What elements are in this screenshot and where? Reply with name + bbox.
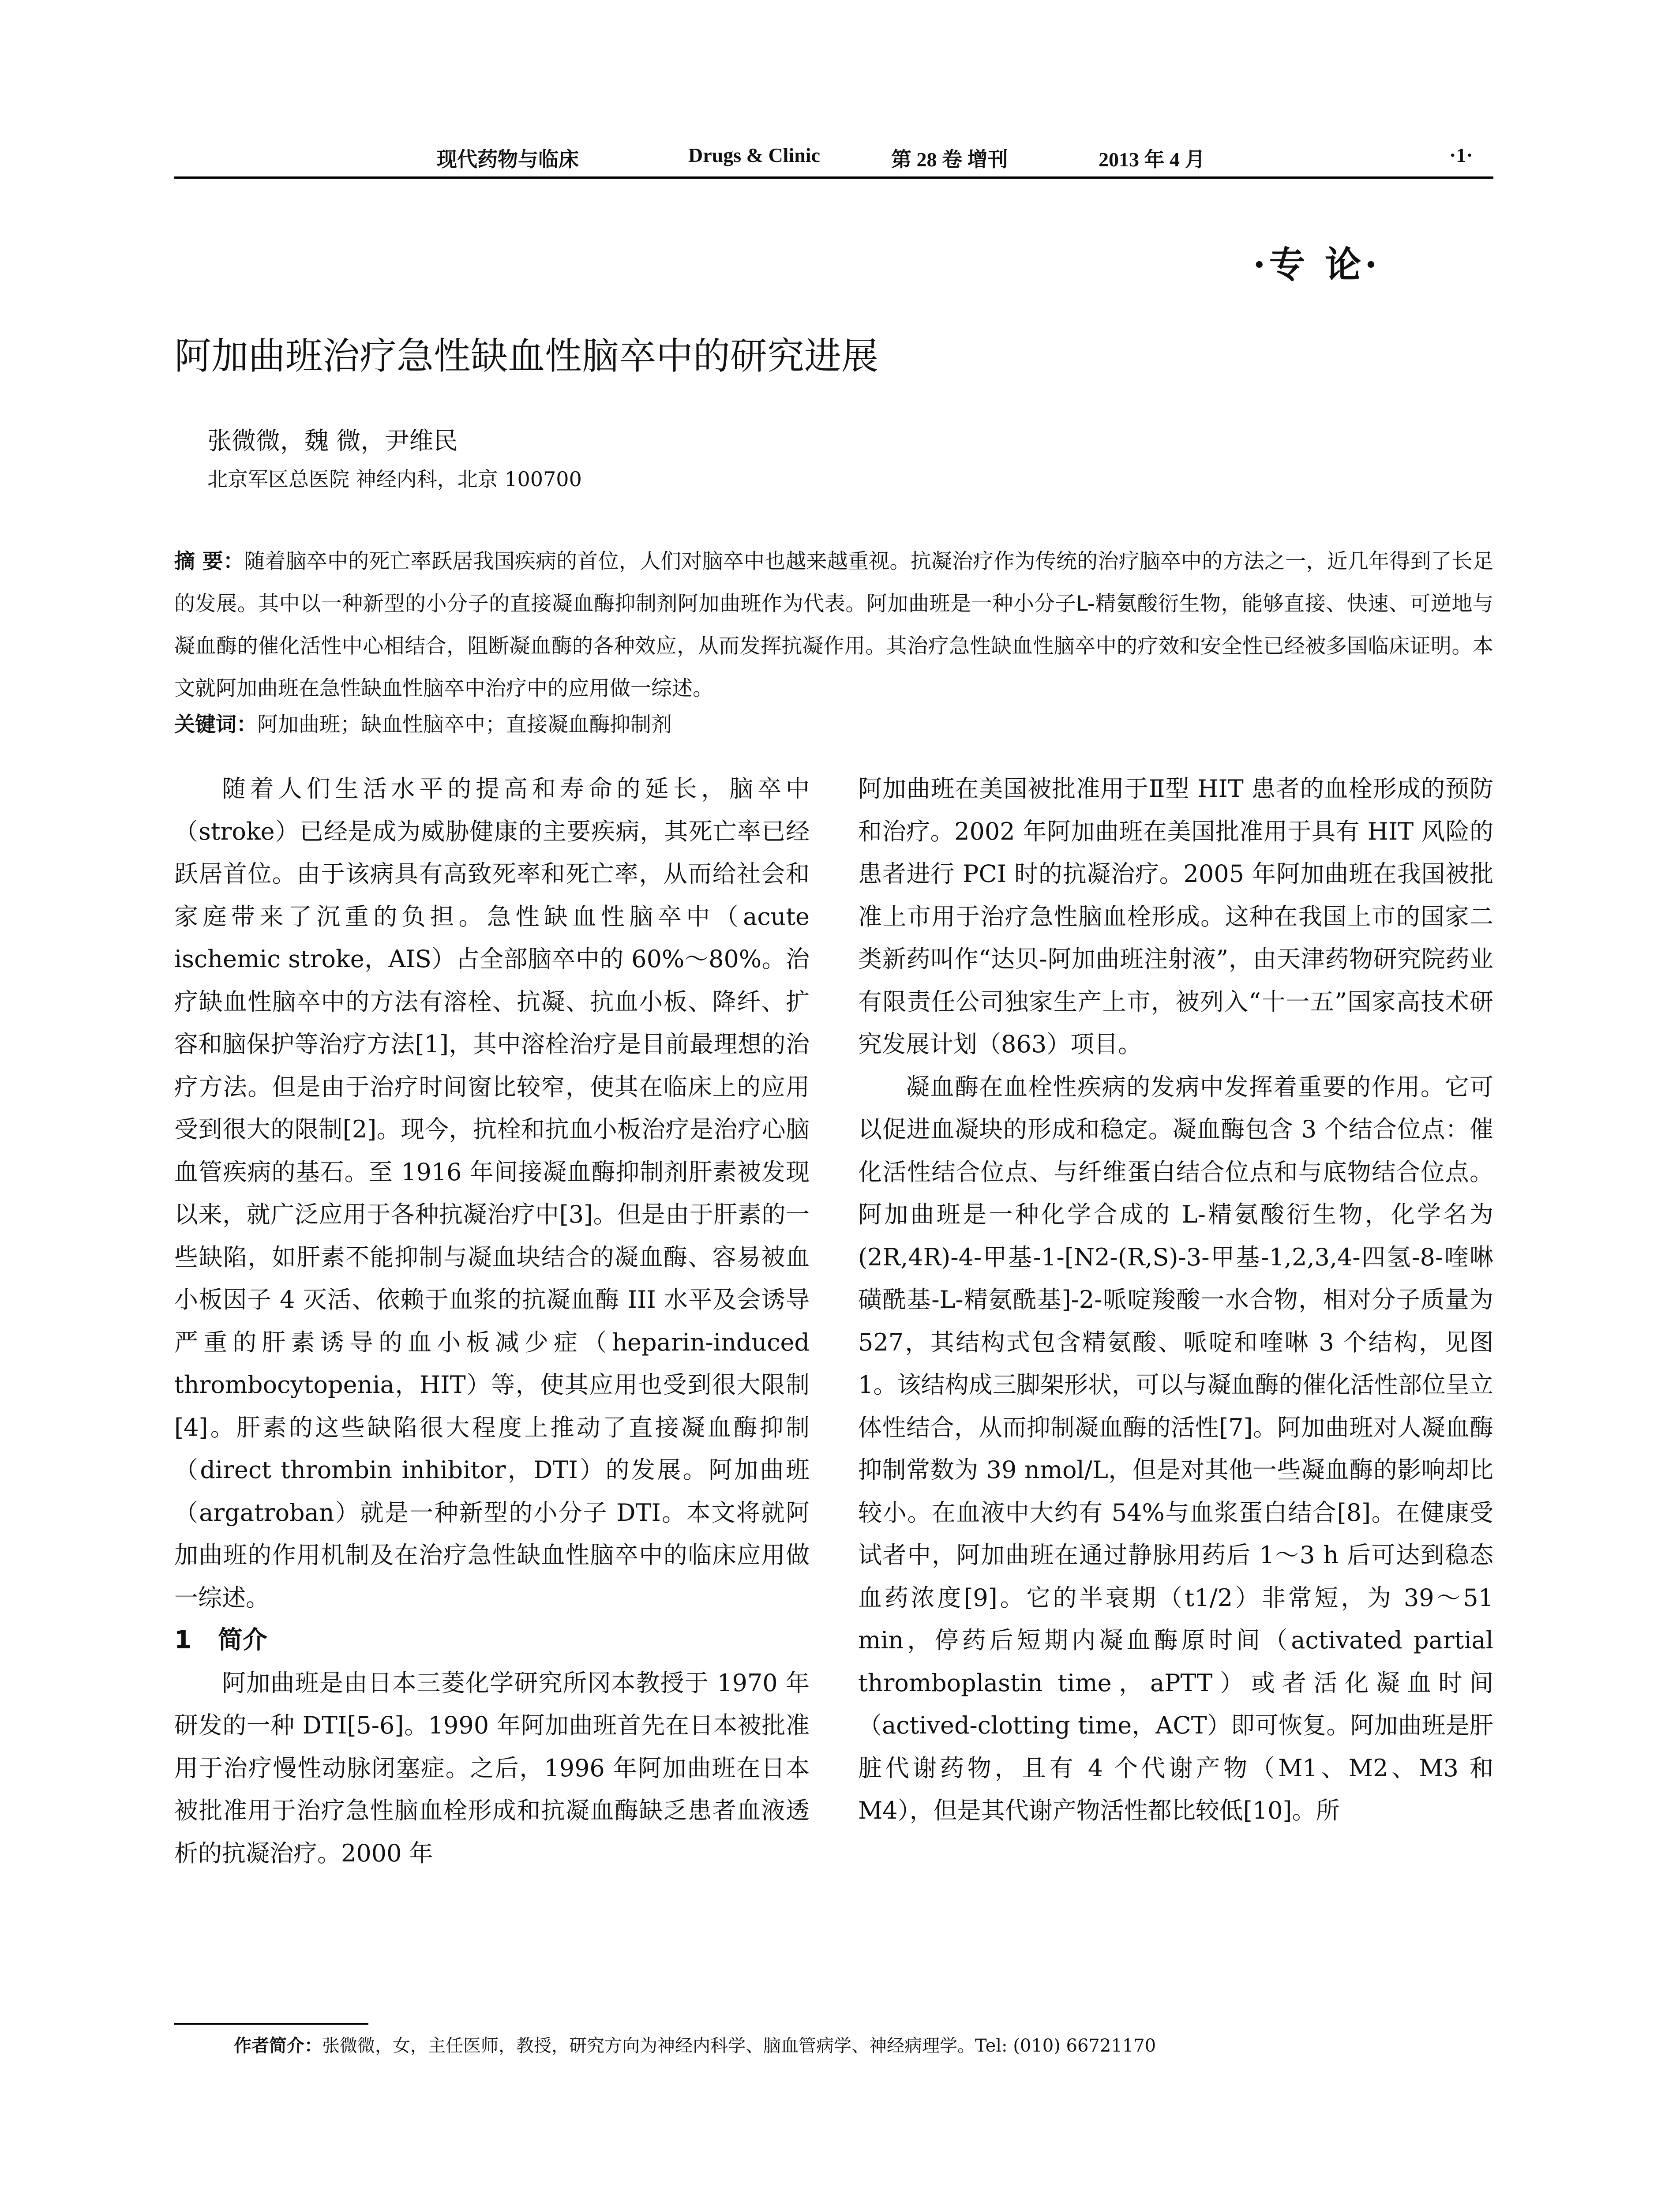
volume-issue: 第 28 卷 增刊 [891, 148, 1008, 171]
section-label: ·专 论· [1253, 244, 1381, 286]
footnote-label: 作者简介： [234, 2035, 322, 2056]
journal-name-en: Drugs & Clinic [688, 144, 820, 166]
section-number: 1 [174, 1626, 191, 1654]
running-header [174, 139, 1493, 174]
journal-name-cn: 现代药物与临床 [437, 148, 579, 171]
header-rule [174, 176, 1493, 179]
abstract-line-2: 一，近几年得到了长足的发展。其中以一种新型的小分子的直接凝血酶抑制剂阿加曲班作为代表。阿加曲班是一种小分子 [174, 549, 1494, 616]
article-title: 阿加曲班治疗急性缺血性脑卒中的研究进展 [174, 334, 879, 378]
abstract-line-3: L-精氨酸衍生物，能够直接、快速、可逆地与凝血酶的催化活性中心相结合，阻断凝血酶的各种效应，从而发挥抗凝作用。 [174, 592, 1493, 658]
affiliation: 北京军区总医院 神经内科，北京 100700 [207, 467, 582, 491]
mechanism-paragraph: 凝血酶在血栓性疾病的发病中发挥着重要的作用。它可以促进血凝块的形成和稳定。凝血酶包含 3 个结合位点：催化活性结合位点、与纤维蛋白结合位点和与底物结合位点。阿加曲班是一种化学合成的 L-精氨酸衍生物，化学名为(2R,4R)-4-甲基-1-[N2-(R,S)-3-甲基-1,2,3,4-四氢-8-喹啉磺酰基-L-精氨酰基]-2-哌啶羧酸一水合物，相对分子质量为 527，其结构式包含精氨酸、哌啶和喹啉 3 个结构，见图 1。该结构成三脚架形状，可以与凝血酶的催化活性部位呈立体性结合，从而抑制凝血酶的活性[7]。阿加曲班对人凝血酶抑制常数为 39 nmol/L，但是对其他一些凝血酶的影响却比较小。在血液中大约有 54%与血浆蛋白结合[8]。在健康受试者中，阿加曲班在通过静脉用药后 1～3 h 后可达到稳态血药浓度[9]。它的半衰期（t1/2）非常短，为 39～51 min，停药后短期内凝血酶原时间（activated partial thromboplastin time，aPTT）或者活化凝血时间（actived-clotting time，ACT）即可恢复。阿加曲班是肝脏代谢药物，且有 4 个代谢产物（M1、M2、M3 和 M4），但是其代谢产物活性都比较低[10]。所 [858, 1073, 1493, 1824]
keywords-text: 阿加曲班；缺血性脑卒中；直接凝血酶抑制剂 [257, 713, 672, 737]
history-paragraph: 阿加曲班是由日本三菱化学研究所冈本教授于 1970 年研发的一种 DTI[5-6]。1990 年阿加曲班首先在日本被批准用于治疗慢性动脉闭塞症。之后，1996 年阿加曲班在日本被批准用于治疗急性脑血栓形成和抗凝血酶缺乏患者血液透析的抗凝治疗。2000 年 [174, 1669, 810, 1867]
right-column [858, 768, 1493, 1832]
keywords-label: 关键词： [174, 713, 257, 737]
abstract-label: 摘 要： [174, 549, 244, 574]
keywords [174, 704, 1493, 746]
abstract [174, 540, 1493, 710]
issue-date: 2013 年 4 月 [1099, 148, 1205, 171]
left-column [174, 768, 810, 1875]
abstract-line-4: 其治疗急性缺血性脑卒中的疗效和安全性已经被多国临床证明。本文就阿加曲班在急性缺血性脑卒中治疗中的应用做一综述。 [174, 634, 1494, 701]
abstract-line-1: 随着脑卒中的死亡率跃居我国疾病的首位，人们对脑卒中也越来越重视。抗凝治疗作为传统的治疗脑卒中的方法之 [244, 549, 1286, 574]
footnote-rule [174, 2023, 368, 2025]
page-number: ·1· [1449, 144, 1473, 166]
intro-paragraph: 随着人们生活水平的提高和寿命的延长，脑卒中（stroke）已经是成为威胁健康的主要疾病，其死亡率已经跃居首位。由于该病具有高致死率和死亡率，从而给社会和家庭带来了沉重的负担。急性缺血性脑卒中（acute ischemic stroke，AIS）占全部脑卒中的 60%～80%。治疗缺血性脑卒中的方法有溶栓、抗凝、抗血小板、降纤、扩容和脑保护等治疗方法[1]，其中溶栓治疗是目前最理想的治疗方法。但是由于治疗时间窗比较窄，使其在临床上的应用受到很大的限制[2]。现今，抗栓和抗血小板治疗是治疗心脑血管疾病的基石。至 1916 年间接凝血酶抑制剂肝素被发现以来，就广泛应用于各种抗凝治疗中[3]。但是由于肝素的一些缺陷，如肝素不能抑制与凝血块结合的凝血酶、容易被血小板因子 4 灭活、依赖于血浆的抗凝血酶 III 水平及会诱导严重的肝素诱导的血小板减少症（heparin-induced thrombocytopenia，HIT）等，使其应用也受到很大限制[4]。肝素的这些缺陷很大程度上推动了直接凝血酶抑制（direct thrombin inhibitor，DTI）的发展。阿加曲班（argatroban）就是一种新型的小分子 DTI。本文将就阿加曲班的作用机制及在治疗急性缺血性脑卒中的临床应用做一综述。 [174, 775, 810, 1612]
section-heading-intro [174, 1619, 810, 1662]
section-heading-text: 简介 [218, 1626, 267, 1654]
author-footnote [234, 2032, 1156, 2057]
footnote-text: 张微微，女，主任医师，教授，研究方向为神经内科学、脑血管病学、神经病理学。Tel: (010) 66721170 [322, 2036, 1156, 2056]
approval-paragraph: 阿加曲班在美国被批准用于Ⅱ型 HIT 患者的血栓形成的预防和治疗。2002 年阿加曲班在美国批准用于具有 HIT 风险的患者进行 PCI 时的抗凝治疗。2005 年阿加曲班在我国被批准上市用于治疗急性脑血栓形成。这种在我国上市的国家二类新药叫作“达贝-阿加曲班注射液”，由天津药物研究院药业有限责任公司独家生产上市，被列入“十一五”国家高技术研究发展计划（863）项目。 [858, 775, 1493, 1058]
authors: 张微微，魏 微，尹维民 [207, 427, 458, 455]
